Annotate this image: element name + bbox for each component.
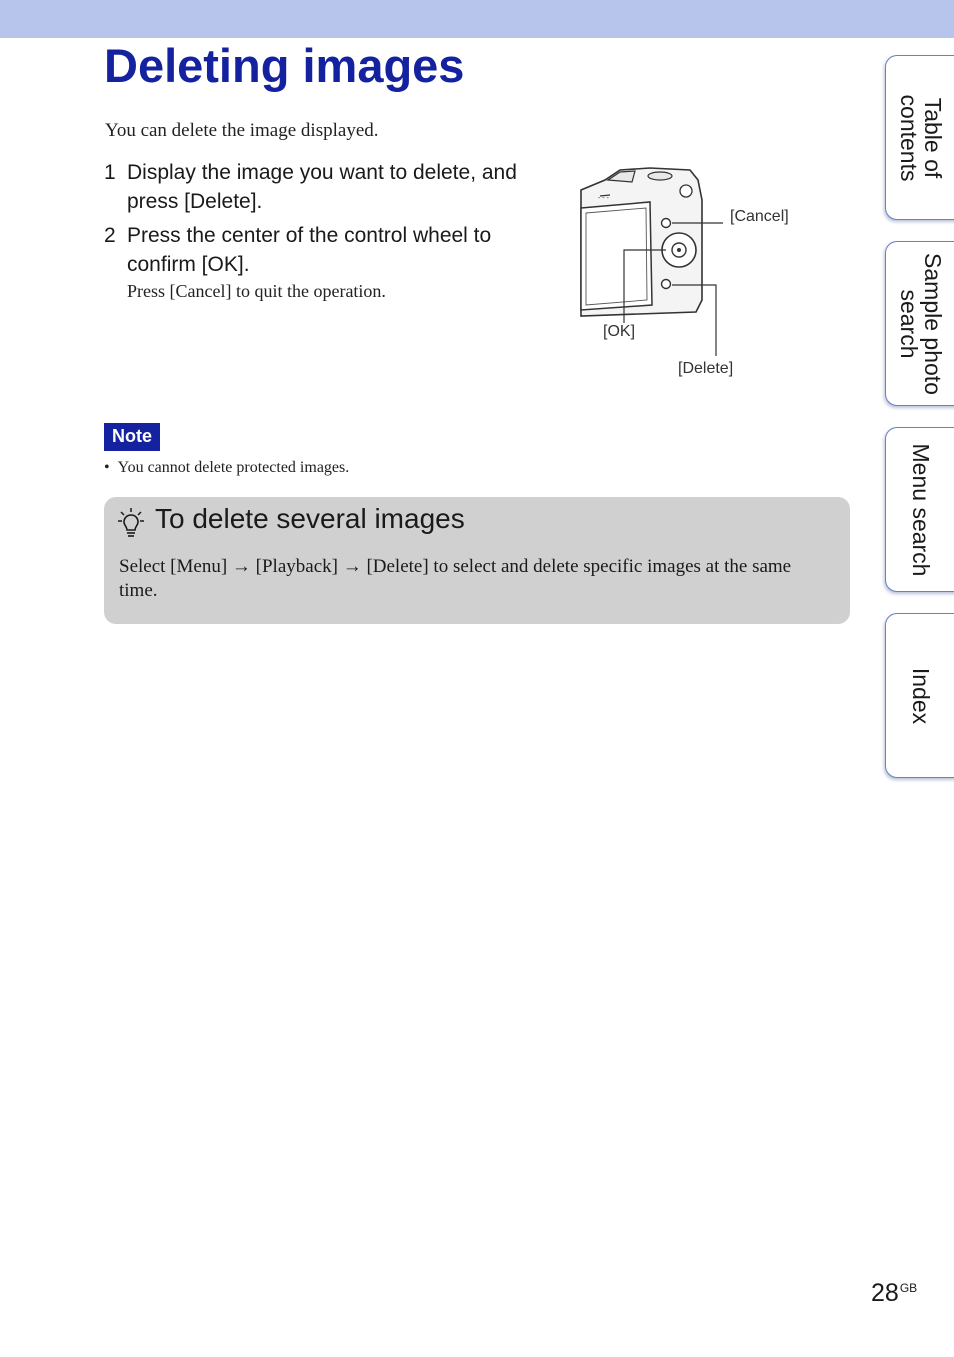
delete-label: [Delete] <box>678 360 734 377</box>
lightbulb-icon <box>118 507 144 539</box>
tab-label: Index <box>908 667 934 724</box>
page-title: Deleting images <box>104 39 465 92</box>
intro-text: You can delete the image displayed. <box>105 120 379 141</box>
tab-table-of-contents[interactable] <box>885 55 954 220</box>
tip-body: Select [Menu] → [Playback] → [Delete] to select and delete specific images at the same time. <box>119 556 792 601</box>
page-number <box>871 1279 917 1308</box>
note-item-text: You cannot delete protected images. <box>117 459 350 476</box>
step-number: 2 <box>104 224 116 247</box>
step-2 <box>104 221 554 279</box>
tab-label: Menu search <box>908 443 934 576</box>
tab-menu-search[interactable] <box>885 427 954 592</box>
steps-list <box>104 158 554 284</box>
camera-back-icon <box>580 160 820 390</box>
note-badge: Note <box>104 423 160 451</box>
page-number-value: 28 <box>871 1279 899 1307</box>
page-suffix: GB <box>899 1281 918 1295</box>
tab-label: Table of contents <box>896 94 946 181</box>
tip-title: To delete several images <box>155 503 465 534</box>
step-1 <box>104 158 554 216</box>
tab-label: Sample photo search <box>896 252 946 395</box>
tip-box <box>104 497 850 624</box>
header-band <box>0 0 954 38</box>
svg-text:- - -: - - - <box>598 195 609 202</box>
tab-index[interactable] <box>885 613 954 778</box>
cancel-label: [Cancel] <box>730 208 789 225</box>
step-number: 1 <box>104 161 116 184</box>
ok-label: [OK] <box>603 323 636 340</box>
step-note: Press [Cancel] to quit the operation. <box>127 281 386 301</box>
step-text: Display the image you want to delete, and press [Delete]. <box>127 161 517 213</box>
camera-illustration <box>580 160 820 390</box>
tab-sample-photo-search[interactable] <box>885 241 954 406</box>
note-item: • You cannot delete protected images. <box>104 459 350 476</box>
step-text: Press the center of the control wheel to confirm [OK]. <box>127 224 492 276</box>
